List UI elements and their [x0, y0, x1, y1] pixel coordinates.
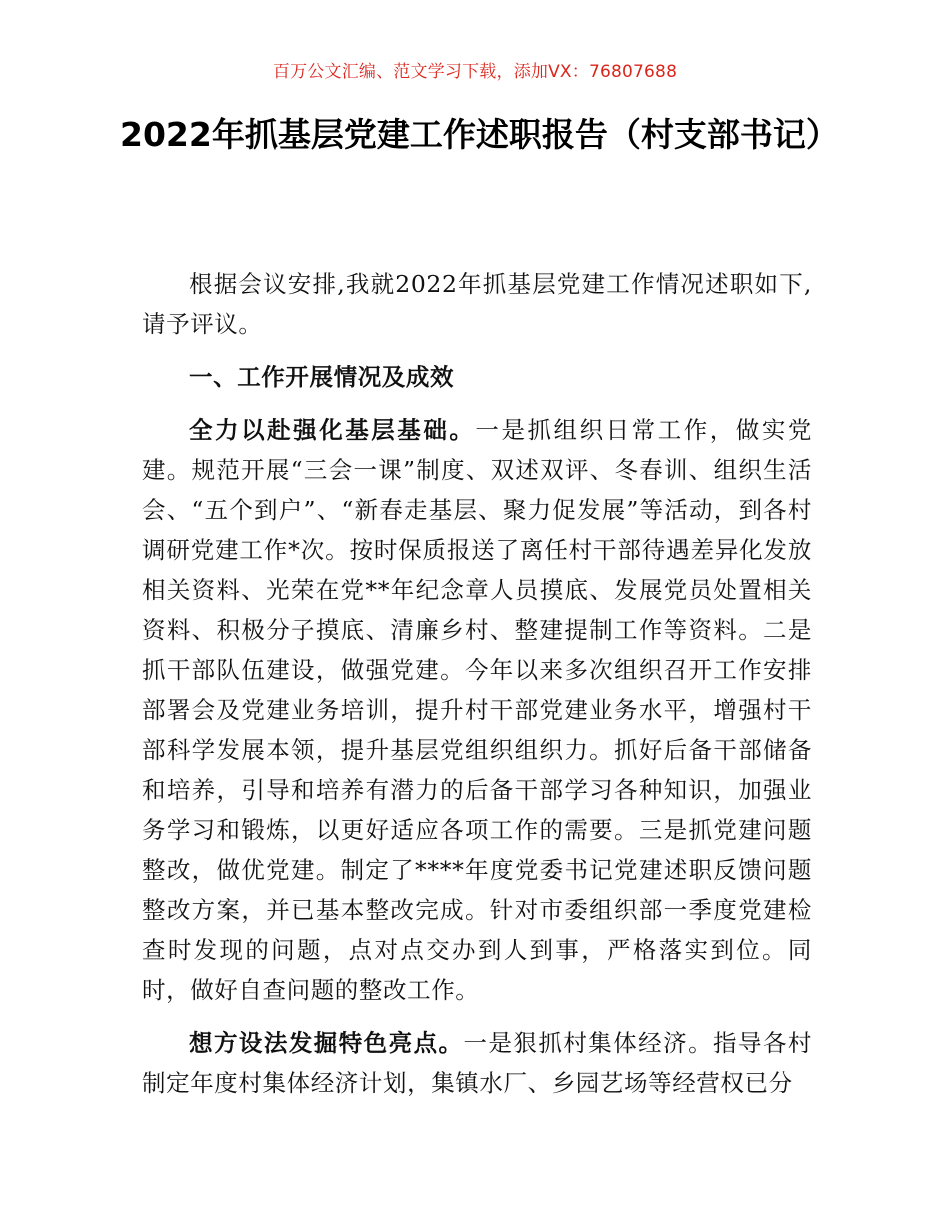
document-body [142, 264, 812, 1116]
paragraph-lead: 全力以赴强化基层基础。 [189, 416, 476, 444]
section-heading: 一、工作开展情况及成效 [189, 363, 455, 391]
intro-paragraph: 根据会议安排,我就2022年抓基层党建工作情况述职如下,请予评议。 [142, 270, 812, 338]
paragraph-lead: 想方设法发掘特色亮点。 [189, 1029, 464, 1057]
header-contact-note: 百万公文汇编、范文学习下载，添加VX：76807688 [272, 62, 678, 82]
body-paragraph [142, 410, 812, 1010]
paragraph-text: 一是狠抓村集体经济。指导各村制定年度村集体经济计划，集镇水厂、乡园艺场等经营权已分 [142, 1029, 812, 1097]
body-paragraph [142, 1023, 812, 1103]
paragraph-text: 一是抓组织日常工作，做实党建。规范开展“三会一课”制度、双述双评、冬春训、组织生活会、“五个到户”、“新春走基层、聚力促发展”等活动，到各村调研党建工作*次。按时保质报送了离任村干部待遇差异化发放相关资料、光荣在党**年纪念章人员摸底、发展党员处置相关资料、积极分子摸底、清廉乡村、整建提制工作等资料。二是抓干部队伍建设，做强党建。今年以来多次组织召开工作安排部署会及党建业务培训，提升村干部党建业务水平，增强村干部科学发展本领，提升基层党组织组织力。抓好后备干部储备和培养，引导和培养有潜力的后备干部学习各种知识，加强业务学习和锻炼，以更好适应各项工作的需要。三是抓党建问题整改，做优党建。制定了****年度党委书记党建述职反馈问题整改方案，并已基本整改完成。针对市委组织部一季度党建检查时发现的问题，点对点交办到人到事，严格落实到位。同时，做好自查问题的整改工作。 [142, 416, 812, 1004]
document-title: 2022年抓基层党建工作述职报告（村支部书记） [120, 115, 839, 154]
